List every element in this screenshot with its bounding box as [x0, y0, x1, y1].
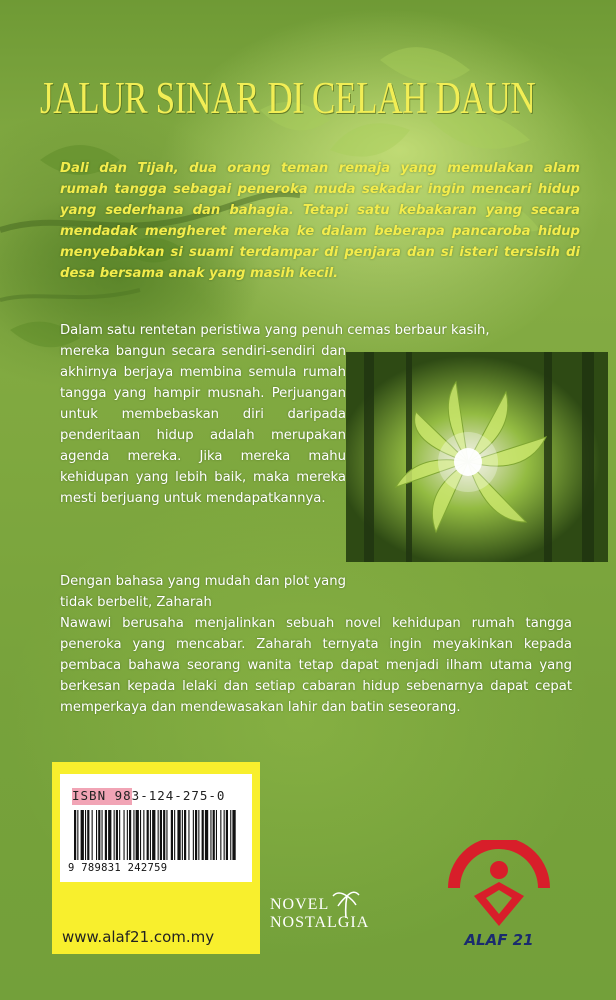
barcode-bar — [177, 810, 180, 860]
barcode-bar — [198, 810, 199, 860]
barcode-bar — [152, 810, 155, 860]
barcode-bar — [158, 810, 159, 860]
barcode-bar — [188, 810, 189, 860]
imprint-line-2: NOSTALGIA — [270, 914, 370, 931]
barcode-bar — [160, 810, 162, 860]
paragraph-1-text: mereka bangun secara sendiri-sendiri dan akhirnya berjaya membina semula rumah tangga yang hampir musnah. Perjuangan untuk membebaskan diri daripada penderitaan hidup adalah merupakan agenda mereka. Jika mereka mahu kehidupan yang lebih baik, maka mereka mesti berjuang untuk mendapatkannya. — [60, 344, 346, 506]
barcode-bar — [114, 810, 115, 860]
barcode-bar — [216, 810, 217, 860]
barcode-bar — [129, 810, 131, 860]
barcode-bar — [224, 810, 225, 860]
barcode-bar — [166, 810, 167, 860]
barcode-bar — [96, 810, 97, 860]
barcode-bar — [98, 810, 100, 860]
barcode-bar — [147, 810, 149, 860]
barcode-bar — [171, 810, 173, 860]
imprint-line-1: NOVEL — [270, 896, 330, 913]
barcode-bar — [226, 810, 228, 860]
barcode-bar — [220, 810, 221, 860]
barcode-bar — [102, 810, 103, 860]
barcode-bar — [119, 810, 120, 860]
barcode-bar — [182, 810, 183, 860]
barcode-panel — [52, 762, 260, 954]
paragraph-1-first-line: Dalam satu rentetan peristiwa yang penuh cemas berbaur kasih, — [60, 323, 490, 338]
leaf-sunlight-photo — [346, 352, 608, 562]
barcode-bar — [74, 810, 76, 860]
palm-tree-icon — [332, 888, 360, 918]
barcode-bar — [81, 810, 84, 860]
barcode-bar — [230, 810, 231, 860]
barcode-bar — [193, 810, 194, 860]
ean-number: 9 789831 242759 — [68, 862, 168, 874]
novel-nostalgia-imprint — [270, 896, 369, 932]
barcode-bar — [210, 810, 211, 860]
barcode-bar — [136, 810, 139, 860]
synopsis-text: Dali dan Tijah, dua orang teman remaja yang memulakan alam rumah tangga sebagai peneroka muda sekadar ingin mencari hidup yang sederhana dan bahagia. Tetapi satu kebakaran yang secara mendadak mengheret mereka ke dalam beberapa pancaroba hidup menyebabkan si suami terdampar di penjara dan si isteri tersisih di desa bersama anak yang masih kecil. — [60, 161, 580, 281]
barcode-bar — [184, 810, 186, 860]
barcode-bar — [92, 810, 93, 860]
isbn-number: ISBN 983-124-275-0 — [72, 788, 226, 803]
barcode-bars — [74, 810, 238, 862]
barcode-bar — [174, 810, 175, 860]
paragraph-2-text: Dengan bahasa yang mudah dan plot yang tidak berbelit, Zaharah — [60, 574, 346, 610]
barcode-bar — [150, 810, 151, 860]
barcode-bar — [140, 810, 141, 860]
barcode-bar — [116, 810, 118, 860]
barcode-bar — [195, 810, 197, 860]
book-title: JALUR SINAR DI CELAH DAUN — [40, 73, 536, 123]
paragraph-2-continued: Nawawi berusaha menjalinkan sebuah novel kehidupan rumah tangga peneroka yang mencabar. Zaharah ternyata ingin meyakinkan kepada pembaca bahawa seorang wanita tetap dapat menjadi ilham utama yang berkesan kepada lelaki dan setiap cabaran hidup sebenarnya dapat cepat memperkaya dan mendewasakan lahir dan batin seseorang. — [60, 616, 572, 715]
cover-photo — [346, 352, 608, 562]
barcode-bar — [133, 810, 134, 860]
barcode-bar — [127, 810, 128, 860]
publisher-name: ALAF 21 — [464, 931, 534, 949]
barcode-bar — [77, 810, 78, 860]
barcode-bar — [105, 810, 107, 860]
barcode-bar — [87, 810, 89, 860]
barcode-bar — [143, 810, 144, 860]
barcode-bar — [213, 810, 215, 860]
barcode-bar — [202, 810, 204, 860]
publisher-website: www.alaf21.com.my — [62, 928, 215, 946]
barcode-label — [60, 774, 252, 882]
barcode-bar — [85, 810, 86, 860]
barcode-bar — [205, 810, 208, 860]
barcode-bar — [108, 810, 111, 860]
barcode-bar — [163, 810, 165, 860]
barcode-bar — [232, 810, 235, 860]
barcode-bar — [124, 810, 125, 860]
alaf21-logo-icon — [444, 840, 554, 932]
